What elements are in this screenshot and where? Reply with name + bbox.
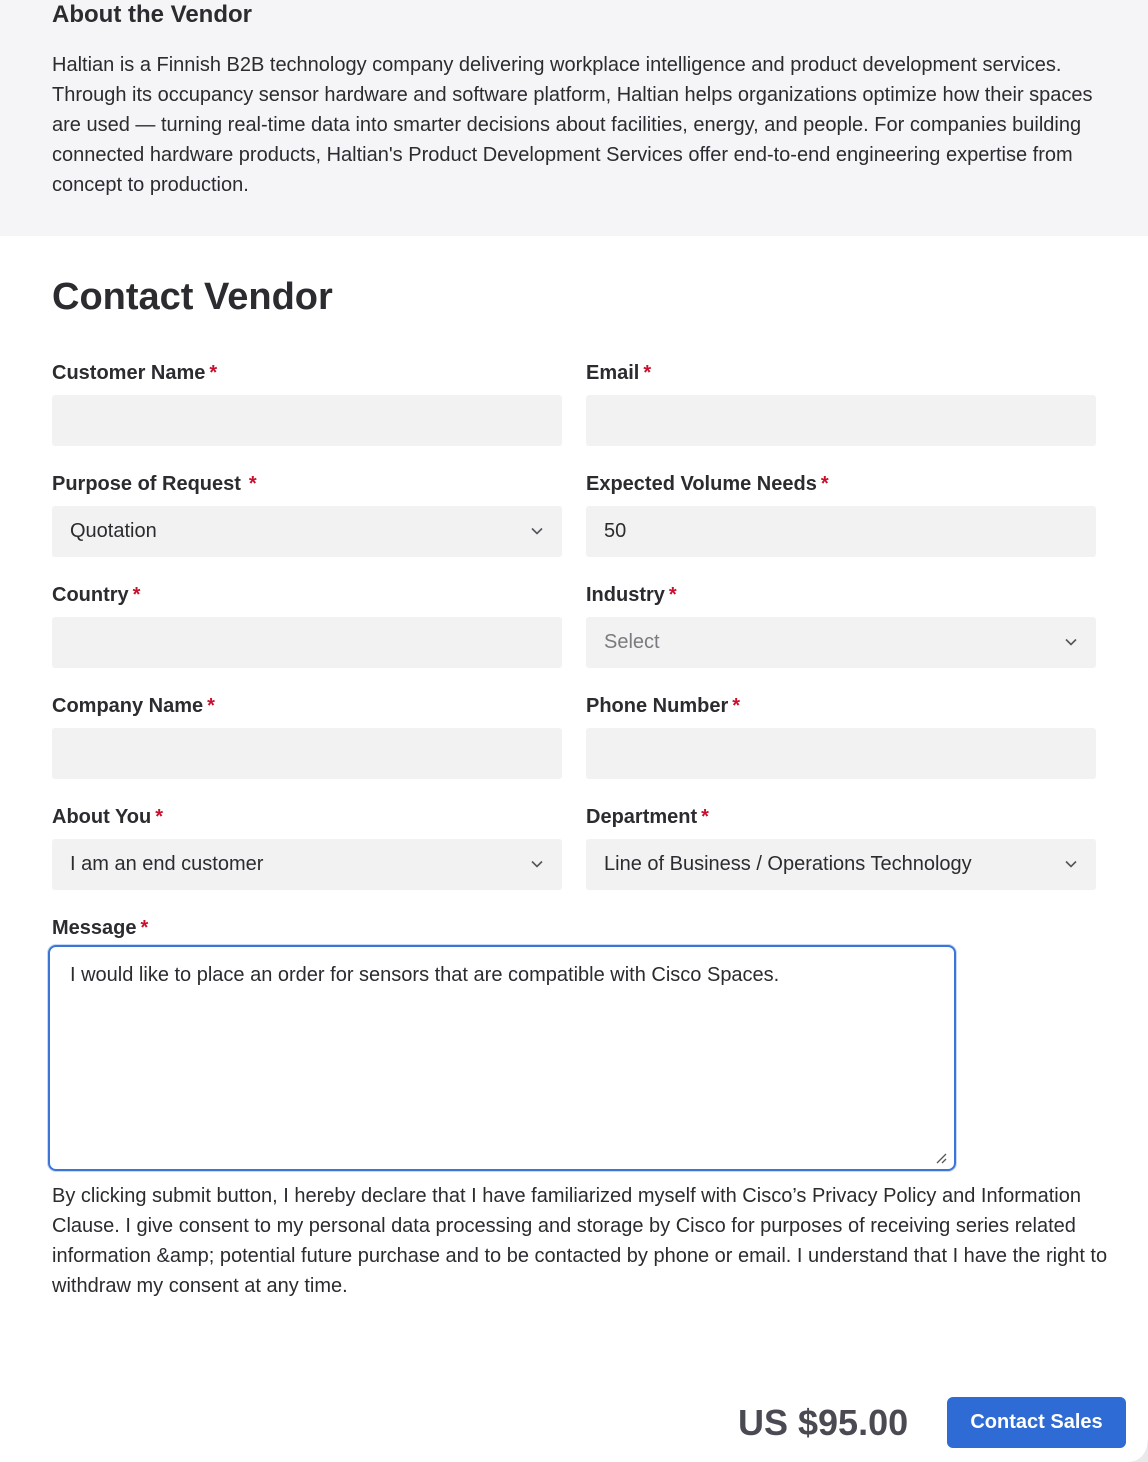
customer-name-label-text: Customer Name	[52, 362, 206, 384]
industry-select[interactable]	[586, 617, 1096, 668]
message-label	[52, 915, 148, 941]
required-marker: *	[207, 695, 215, 717]
department-select[interactable]	[586, 839, 1096, 890]
email-label-text: Email	[586, 362, 640, 384]
required-marker: *	[248, 473, 257, 495]
required-marker: *	[140, 917, 149, 939]
country-label	[52, 582, 140, 608]
purpose-label-text: Purpose of Request	[52, 473, 241, 495]
about-you-label-text: About You	[52, 806, 152, 828]
contact-sales-button[interactable]: Contact Sales	[947, 1397, 1126, 1448]
chevron-down-icon	[530, 857, 544, 871]
country-input[interactable]	[52, 617, 562, 668]
about-vendor-description: Haltian is a Finnish B2B technology company delivering workplace intelligence and product development services. Through its occupancy sensor hardware and software platform, Haltian helps organizations optimize how their spaces are used — turning real-time data into smarter decisions about facilities, energy, and people. For companies building connected hardware products, Haltian's Product Development Services offer end-to-end engineering expertise from concept to production.	[52, 54, 1093, 196]
country-label-text: Country	[52, 584, 129, 606]
industry-label-text: Industry	[586, 584, 665, 606]
required-marker: *	[668, 584, 677, 606]
resize-handle-icon[interactable]	[932, 1149, 948, 1165]
price-label: US $95.00	[738, 1402, 909, 1443]
purpose-label	[52, 471, 257, 497]
purpose-select-value: Quotation	[70, 520, 157, 542]
volume-input[interactable]: 50	[586, 506, 1096, 557]
company-name-label	[52, 693, 215, 719]
about-you-label	[52, 804, 163, 830]
company-name-label-text: Company Name	[52, 695, 204, 717]
consent-text: By clicking submit button, I hereby declare that I have familiarized myself with Cisco’s Privacy Policy and Information Clause. I give consent to my personal data processing and storage by Cisco for purposes of receiving series related information &amp; potential future purchase and to be contacted by phone or email. I understand that I have the right to withdraw my consent at any time.	[52, 1185, 1108, 1297]
required-marker: *	[732, 695, 741, 717]
industry-label	[586, 582, 677, 608]
volume-label	[586, 471, 829, 497]
required-marker: *	[209, 362, 218, 384]
customer-name-input[interactable]	[52, 395, 562, 446]
required-marker: *	[820, 473, 829, 495]
company-name-input[interactable]	[52, 728, 562, 779]
about-you-select-value: I am an end customer	[70, 853, 264, 875]
chevron-down-icon	[1064, 857, 1078, 871]
industry-select-placeholder: Select	[604, 631, 660, 653]
required-marker: *	[132, 584, 141, 606]
phone-label	[586, 693, 740, 719]
message-textarea[interactable]	[48, 945, 956, 1171]
required-marker: *	[643, 362, 652, 384]
purpose-select[interactable]	[52, 506, 562, 557]
department-select-value: Line of Business / Operations Technology	[604, 853, 972, 875]
window-corner	[1126, 1422, 1148, 1462]
phone-label-text: Phone Number	[586, 695, 729, 717]
about-vendor-heading: About the Vendor	[52, 1, 252, 28]
department-label-text: Department	[586, 806, 698, 828]
about-you-select[interactable]	[52, 839, 562, 890]
volume-label-text: Expected Volume Needs	[586, 473, 817, 495]
phone-input[interactable]	[586, 728, 1096, 779]
chevron-down-icon	[530, 524, 544, 538]
required-marker: *	[155, 806, 164, 828]
contact-vendor-title: Contact Vendor	[52, 276, 333, 318]
email-input[interactable]	[586, 395, 1096, 446]
about-vendor-section	[0, 0, 1148, 236]
message-text: I would like to place an order for sensors that are compatible with Cisco Spaces.	[70, 964, 780, 986]
message-label-text: Message	[52, 917, 137, 939]
customer-name-label	[52, 360, 217, 386]
email-label	[586, 360, 651, 386]
department-label	[586, 804, 709, 830]
required-marker: *	[701, 806, 709, 828]
chevron-down-icon	[1064, 635, 1078, 649]
